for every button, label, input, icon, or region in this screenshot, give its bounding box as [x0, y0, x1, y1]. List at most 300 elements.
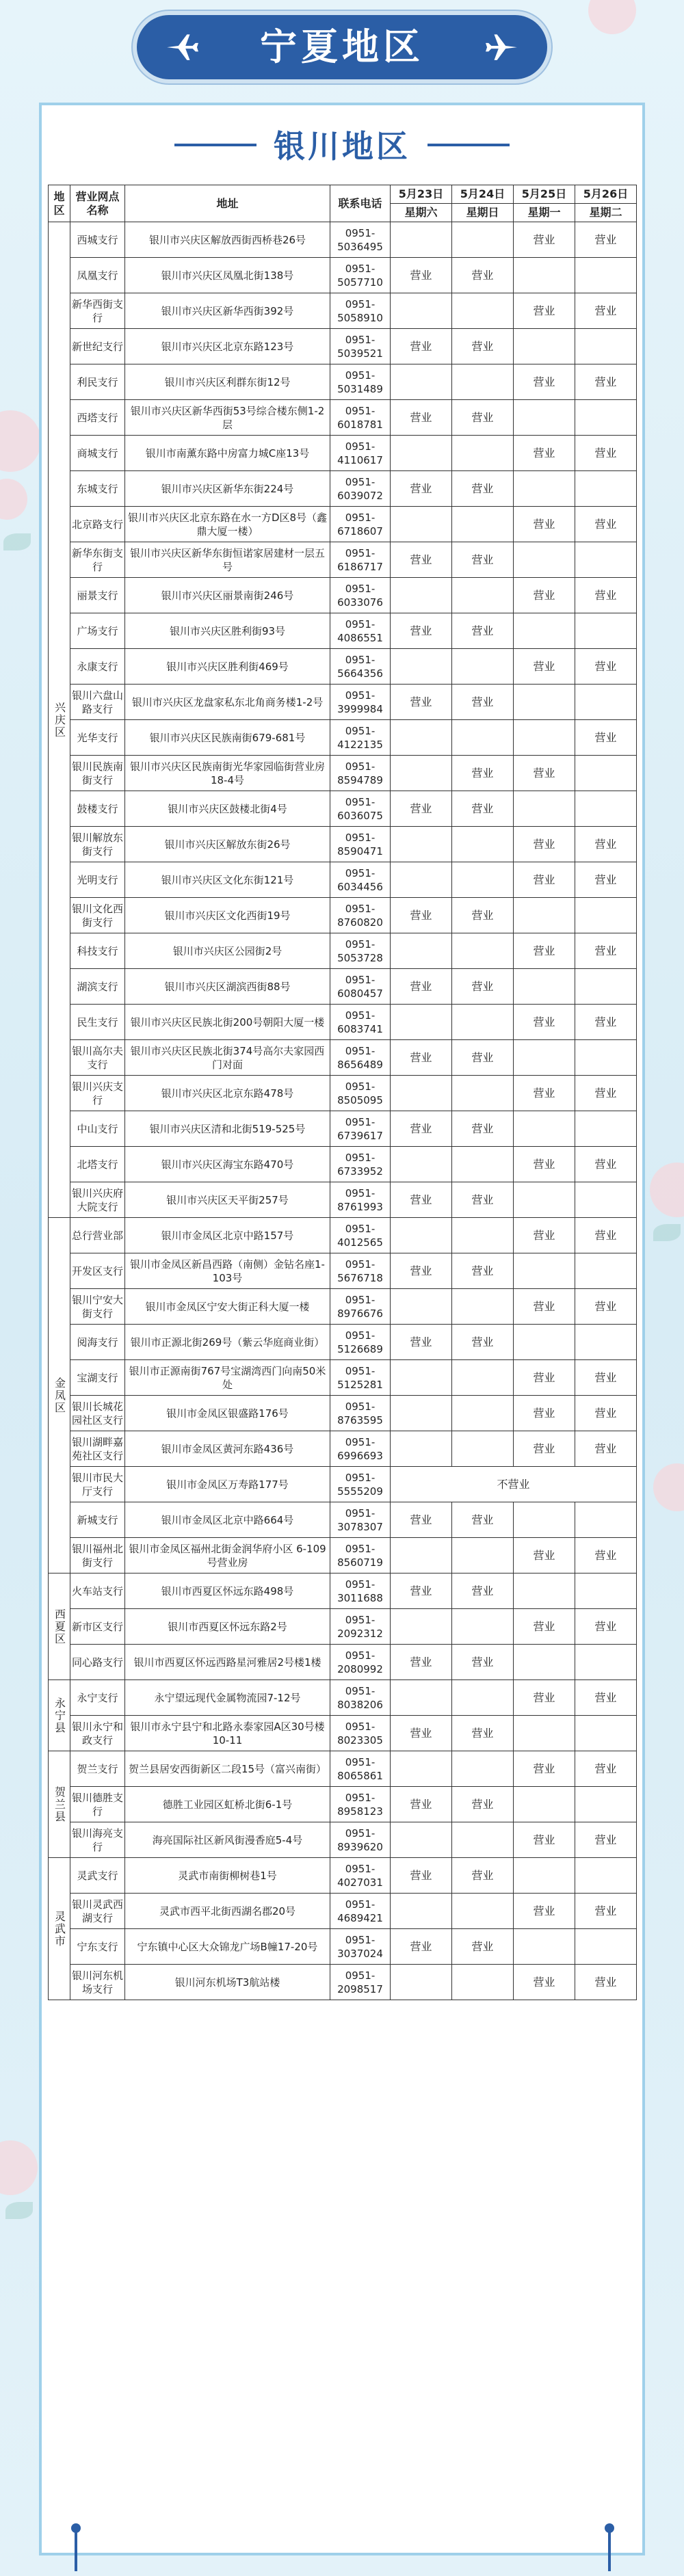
branch-address: 银川市兴庆区凤凰北街138号 [125, 258, 330, 293]
weekday-header: 星期二 [575, 204, 637, 222]
branch-address: 银川市兴庆区新华东街恒诺家居建材一层五号 [125, 542, 330, 578]
status-cell [391, 1538, 452, 1574]
branch-address: 银川市西夏区怀远东路498号 [125, 1574, 330, 1609]
branch-name: 北塔支行 [70, 1147, 125, 1182]
branch-name: 银川民族南街支行 [70, 756, 125, 791]
table-row [49, 685, 637, 720]
branch-phone: 0951-4027031 [330, 1858, 391, 1894]
status-cell [452, 1680, 514, 1716]
branch-phone: 0951-4012565 [330, 1218, 391, 1253]
footer-line [75, 2530, 77, 2571]
status-cell [391, 364, 452, 400]
status-cell [452, 1396, 514, 1431]
table-row [49, 1716, 637, 1751]
status-cell: 营业 [575, 1894, 637, 1929]
branch-phone: 0951-5036495 [330, 222, 391, 258]
branch-address: 银川市金凤区万寿路177号 [125, 1467, 330, 1502]
status-cell: 营业 [514, 1965, 575, 2000]
branch-address: 银川市兴庆区民族北街200号朝阳大厦一楼 [125, 1005, 330, 1040]
branch-name: 凤凰支行 [70, 258, 125, 293]
branch-name: 宁东支行 [70, 1929, 125, 1965]
phone-header: 联系电话 [330, 185, 391, 222]
status-cell [391, 649, 452, 685]
header-row [49, 185, 637, 204]
branch-phone: 0951-4086551 [330, 613, 391, 649]
branch-name: 新华东街支行 [70, 542, 125, 578]
date-header: 5月25日 [514, 185, 575, 204]
branch-address: 银川市兴庆区湖滨西街88号 [125, 969, 330, 1005]
status-closed: 不营业 [391, 1467, 637, 1502]
status-cell: 营业 [514, 1147, 575, 1182]
status-cell: 营业 [514, 862, 575, 898]
status-cell [391, 507, 452, 542]
branch-address: 银川市西夏区怀远西路星河雅居2号楼1楼 [125, 1645, 330, 1680]
branch-address: 银川市兴庆区新华西街392号 [125, 293, 330, 329]
branch-name: 新城支行 [70, 1502, 125, 1538]
district-cell: 贺兰县 [49, 1751, 70, 1858]
status-cell: 营业 [514, 649, 575, 685]
table-row [49, 862, 637, 898]
branch-phone: 0951-3037024 [330, 1929, 391, 1965]
status-cell: 营业 [575, 1076, 637, 1111]
branch-address: 银川市兴庆区天平街257号 [125, 1182, 330, 1218]
status-cell: 营业 [391, 1787, 452, 1822]
status-cell [391, 293, 452, 329]
branch-phone: 0951-8594789 [330, 756, 391, 791]
branch-name: 银川德胜支行 [70, 1787, 125, 1822]
district-cell: 灵武市 [49, 1858, 70, 2000]
status-cell [391, 1680, 452, 1716]
table-row [49, 1005, 637, 1040]
table-row [49, 649, 637, 685]
status-cell: 营业 [452, 898, 514, 933]
status-cell [575, 1716, 637, 1751]
status-cell: 营业 [575, 436, 637, 471]
status-cell [575, 1502, 637, 1538]
table-row [49, 613, 637, 649]
status-cell: 营业 [575, 293, 637, 329]
branch-phone: 0951-6733952 [330, 1147, 391, 1182]
status-cell: 营业 [575, 1005, 637, 1040]
status-cell: 营业 [514, 1680, 575, 1716]
status-cell: 营业 [452, 1716, 514, 1751]
table-row [49, 1111, 637, 1147]
status-cell: 营业 [514, 1076, 575, 1111]
status-cell: 营业 [391, 1645, 452, 1680]
status-cell: 营业 [391, 400, 452, 436]
status-cell [452, 1218, 514, 1253]
branch-phone: 0951-4110617 [330, 436, 391, 471]
branch-name: 银川兴庆支行 [70, 1076, 125, 1111]
branch-name: 银川灵武西湖支行 [70, 1894, 125, 1929]
branch-address: 宁东镇中心区大众锦龙广场B幢17-20号 [125, 1929, 330, 1965]
branch-address: 银川市兴庆区文化西街19号 [125, 898, 330, 933]
status-cell [391, 756, 452, 791]
table-row [49, 1325, 637, 1360]
table-row [49, 1040, 637, 1076]
branch-name: 中山支行 [70, 1111, 125, 1147]
table-row [49, 1929, 637, 1965]
branch-name: 西塔支行 [70, 400, 125, 436]
status-cell: 营业 [514, 1005, 575, 1040]
branch-phone: 0951-6033076 [330, 578, 391, 613]
branch-phone: 0951-8939620 [330, 1822, 391, 1858]
status-cell: 营业 [452, 1253, 514, 1289]
branch-name: 北京路支行 [70, 507, 125, 542]
table-row [49, 1502, 637, 1538]
branch-name: 开发区支行 [70, 1253, 125, 1289]
table-row [49, 1182, 637, 1218]
table-row [49, 898, 637, 933]
branch-address: 银川市兴庆区解放西街西桥巷26号 [125, 222, 330, 258]
branch-name: 鼓楼支行 [70, 791, 125, 827]
status-cell [575, 613, 637, 649]
status-cell [452, 436, 514, 471]
status-cell: 营业 [575, 933, 637, 969]
status-cell [575, 542, 637, 578]
weekday-header: 星期一 [514, 204, 575, 222]
status-cell: 营业 [575, 1965, 637, 2000]
status-cell [452, 1076, 514, 1111]
branch-name: 银川永宁和政支行 [70, 1716, 125, 1751]
status-cell: 营业 [514, 436, 575, 471]
status-cell: 营业 [575, 1751, 637, 1787]
branch-name: 火车站支行 [70, 1574, 125, 1609]
branch-name: 光明支行 [70, 862, 125, 898]
branch-address: 银川市兴庆区龙盘家私东北角商务楼1-2号 [125, 685, 330, 720]
status-cell [391, 1076, 452, 1111]
status-cell: 营业 [391, 1858, 452, 1894]
status-cell [391, 1751, 452, 1787]
branch-name: 阅海支行 [70, 1325, 125, 1360]
branch-address: 灵武市西平北街西湖名郡20号 [125, 1894, 330, 1929]
status-cell: 营业 [575, 364, 637, 400]
branch-phone: 0951-6718607 [330, 507, 391, 542]
status-cell: 营业 [514, 1431, 575, 1467]
branch-name: 贺兰支行 [70, 1751, 125, 1787]
branch-name: 永宁支行 [70, 1680, 125, 1716]
status-cell [575, 898, 637, 933]
branch-address: 银川市兴庆区海宝东路470号 [125, 1147, 330, 1182]
branch-phone: 0951-5555209 [330, 1467, 391, 1502]
status-cell [452, 507, 514, 542]
branch-phone: 0951-6036075 [330, 791, 391, 827]
branch-phone: 0951-8656489 [330, 1040, 391, 1076]
branch-address: 银川河东机场T3航站楼 [125, 1965, 330, 2000]
status-cell: 营业 [452, 613, 514, 649]
leaf-decoration [5, 2202, 33, 2219]
branch-address: 银川市兴庆区丽景南街246号 [125, 578, 330, 613]
status-cell [391, 1431, 452, 1467]
address-header: 地址 [125, 185, 330, 222]
branch-name: 银川文化西街支行 [70, 898, 125, 933]
status-cell [452, 1751, 514, 1787]
status-cell [452, 1894, 514, 1929]
branch-phone: 0951-8065861 [330, 1751, 391, 1787]
status-cell [514, 1858, 575, 1894]
status-cell: 营业 [452, 1111, 514, 1147]
status-cell [391, 1894, 452, 1929]
status-cell: 营业 [452, 1645, 514, 1680]
branch-address: 银川市金凤区北京中路664号 [125, 1502, 330, 1538]
status-cell: 营业 [391, 258, 452, 293]
status-cell [575, 1574, 637, 1609]
branch-name: 银川福州北街支行 [70, 1538, 125, 1574]
status-cell: 营业 [575, 1147, 637, 1182]
branch-phone: 0951-8023305 [330, 1716, 391, 1751]
branch-name: 丽景支行 [70, 578, 125, 613]
status-cell [514, 542, 575, 578]
branch-name: 银川兴庆府大院支行 [70, 1182, 125, 1218]
branch-name: 东城支行 [70, 471, 125, 507]
table-row [49, 400, 637, 436]
status-cell [514, 1716, 575, 1751]
status-cell [452, 1822, 514, 1858]
branch-name: 宝湖支行 [70, 1360, 125, 1396]
status-cell [452, 222, 514, 258]
status-cell [514, 1787, 575, 1822]
branch-address: 银川市兴庆区民族南街光华家园临街营业房18-4号 [125, 756, 330, 791]
branch-name: 银川市民大厅支行 [70, 1467, 125, 1502]
branch-name: 湖滨支行 [70, 969, 125, 1005]
status-cell [452, 1360, 514, 1396]
branch-phone: 0951-4122135 [330, 720, 391, 756]
status-cell [514, 1574, 575, 1609]
status-cell: 营业 [514, 293, 575, 329]
branch-address: 银川市兴庆区鼓楼北街4号 [125, 791, 330, 827]
branch-phone: 0951-8038206 [330, 1680, 391, 1716]
branch-phone: 0951-4689421 [330, 1894, 391, 1929]
status-cell: 营业 [452, 1182, 514, 1218]
status-cell: 营业 [452, 756, 514, 791]
district-cell: 西夏区 [49, 1574, 70, 1680]
district-cell: 金凤区 [49, 1218, 70, 1574]
district-cell: 永宁县 [49, 1680, 70, 1751]
branch-phone: 0951-8761993 [330, 1182, 391, 1218]
status-cell: 营业 [391, 1182, 452, 1218]
branch-phone: 0951-5039521 [330, 329, 391, 364]
status-cell: 营业 [452, 1787, 514, 1822]
branch-phone: 0951-8760820 [330, 898, 391, 933]
status-cell: 营业 [575, 1680, 637, 1716]
status-cell: 营业 [391, 1502, 452, 1538]
branch-phone: 0951-6996693 [330, 1431, 391, 1467]
status-cell [514, 471, 575, 507]
table-row [49, 507, 637, 542]
branch-phone: 0951-3999984 [330, 685, 391, 720]
status-cell [575, 1645, 637, 1680]
status-cell: 营业 [391, 1111, 452, 1147]
table-row [49, 222, 637, 258]
status-cell [514, 1111, 575, 1147]
table-row [49, 1894, 637, 1929]
status-cell [514, 1040, 575, 1076]
branch-phone: 0951-5676718 [330, 1253, 391, 1289]
status-cell: 营业 [452, 1325, 514, 1360]
branch-phone: 0951-5058910 [330, 293, 391, 329]
status-cell [575, 1787, 637, 1822]
status-cell: 营业 [452, 685, 514, 720]
status-cell [514, 613, 575, 649]
status-cell: 营业 [575, 862, 637, 898]
table-row [49, 933, 637, 969]
table-row [49, 756, 637, 791]
branch-address: 银川市兴庆区胜利街469号 [125, 649, 330, 685]
status-cell: 营业 [575, 1431, 637, 1467]
branch-address: 银川市金凤区福州北街金润华府小区 6-109号营业房 [125, 1538, 330, 1574]
status-cell: 营业 [514, 756, 575, 791]
branch-phone: 0951-6083741 [330, 1005, 391, 1040]
status-cell: 营业 [452, 329, 514, 364]
status-cell [452, 364, 514, 400]
branch-phone: 0951-5126689 [330, 1325, 391, 1360]
status-cell: 营业 [452, 1574, 514, 1609]
status-cell [575, 1929, 637, 1965]
branch-name: 银川河东机场支行 [70, 1965, 125, 2000]
status-cell: 营业 [575, 507, 637, 542]
branch-name: 新市区支行 [70, 1609, 125, 1645]
status-cell: 营业 [514, 1289, 575, 1325]
status-cell [514, 898, 575, 933]
branch-schedule-table [48, 185, 637, 2000]
status-cell: 营业 [452, 542, 514, 578]
status-cell: 营业 [452, 1502, 514, 1538]
branch-address: 银川市正源南街767号宝湖湾西门向南50米处 [125, 1360, 330, 1396]
status-cell [575, 756, 637, 791]
branch-header: 营业网点名称 [70, 185, 125, 222]
status-cell: 营业 [391, 613, 452, 649]
branch-name: 银川湖畔嘉苑社区支行 [70, 1431, 125, 1467]
status-cell [514, 1929, 575, 1965]
status-cell: 营业 [575, 222, 637, 258]
page-title: 宁夏地区 [260, 25, 424, 68]
table-row [49, 1574, 637, 1609]
table-row [49, 1467, 637, 1502]
branch-address: 银川市兴庆区解放东街26号 [125, 827, 330, 862]
status-cell [391, 720, 452, 756]
status-cell: 营业 [391, 471, 452, 507]
footer-line [608, 2530, 611, 2571]
status-cell: 营业 [391, 969, 452, 1005]
status-cell: 营业 [391, 329, 452, 364]
branch-phone: 0951-8590471 [330, 827, 391, 862]
branch-phone: 0951-5031489 [330, 364, 391, 400]
branch-address: 银川市兴庆区北京东路在水一方D区8号（鑫鼎大厦一楼） [125, 507, 330, 542]
status-cell: 营业 [514, 933, 575, 969]
branch-phone: 0951-5664356 [330, 649, 391, 685]
table-row [49, 1965, 637, 2000]
status-cell [391, 1609, 452, 1645]
status-cell [452, 933, 514, 969]
leaf-decoration [653, 1224, 681, 1241]
status-cell: 营业 [452, 1929, 514, 1965]
status-cell [452, 720, 514, 756]
status-cell: 营业 [575, 1822, 637, 1858]
branch-address: 银川市西夏区怀远东路2号 [125, 1609, 330, 1645]
status-cell [452, 1431, 514, 1467]
table-row [49, 969, 637, 1005]
status-cell: 营业 [575, 1609, 637, 1645]
status-cell [452, 827, 514, 862]
branch-name: 总行营业部 [70, 1218, 125, 1253]
branch-phone: 0951-3078307 [330, 1502, 391, 1538]
status-cell [575, 329, 637, 364]
status-cell [391, 1360, 452, 1396]
date-header: 5月26日 [575, 185, 637, 204]
status-cell [452, 1965, 514, 2000]
status-cell [575, 1858, 637, 1894]
status-cell: 营业 [514, 1396, 575, 1431]
status-cell [514, 1325, 575, 1360]
branch-address: 银川市兴庆区清和北街519-525号 [125, 1111, 330, 1147]
branch-address: 银川市兴庆区北京东路478号 [125, 1076, 330, 1111]
branch-name: 银川六盘山路支行 [70, 685, 125, 720]
status-cell [514, 1253, 575, 1289]
branch-address: 海亮国际社区新风街漫香庭5-4号 [125, 1822, 330, 1858]
status-cell: 营业 [514, 578, 575, 613]
branch-name: 永康支行 [70, 649, 125, 685]
status-cell [575, 791, 637, 827]
branch-address: 银川市南薰东路中房富力城C座13号 [125, 436, 330, 471]
branch-phone: 0951-5125281 [330, 1360, 391, 1396]
district-cell: 兴庆区 [49, 222, 70, 1218]
status-cell [575, 1182, 637, 1218]
branch-address: 银川市兴庆区新华东街224号 [125, 471, 330, 507]
branch-name: 灵武支行 [70, 1858, 125, 1894]
status-cell [514, 258, 575, 293]
date-header: 5月24日 [452, 185, 514, 204]
status-cell: 营业 [575, 1289, 637, 1325]
branch-address: 银川市兴庆区利群东街12号 [125, 364, 330, 400]
status-cell [514, 791, 575, 827]
branch-phone: 0951-8958123 [330, 1787, 391, 1822]
status-cell [452, 1289, 514, 1325]
branch-name: 光华支行 [70, 720, 125, 756]
date-header: 5月23日 [391, 185, 452, 204]
status-cell [514, 969, 575, 1005]
branch-address: 银川市金凤区银盛路176号 [125, 1396, 330, 1431]
status-cell: 营业 [391, 685, 452, 720]
status-cell [452, 293, 514, 329]
branch-address: 银川市兴庆区文化东街121号 [125, 862, 330, 898]
table-row [49, 1609, 637, 1645]
status-cell [391, 222, 452, 258]
status-cell: 营业 [575, 1538, 637, 1574]
title-banner [137, 15, 547, 79]
table-row [49, 1076, 637, 1111]
status-cell [514, 1645, 575, 1680]
table-row [49, 827, 637, 862]
status-cell: 营业 [575, 649, 637, 685]
status-cell [391, 862, 452, 898]
status-cell [391, 1289, 452, 1325]
status-cell: 营业 [514, 222, 575, 258]
table-row [49, 293, 637, 329]
table-row [49, 1218, 637, 1253]
branch-phone: 0951-3011688 [330, 1574, 391, 1609]
table-row [49, 542, 637, 578]
status-cell [452, 1538, 514, 1574]
branch-name: 同心路支行 [70, 1645, 125, 1680]
status-cell: 营业 [391, 542, 452, 578]
branch-address: 银川市兴庆区新华西街53号综合楼东侧1-2层 [125, 400, 330, 436]
status-cell [452, 649, 514, 685]
status-cell: 营业 [452, 969, 514, 1005]
status-cell: 营业 [452, 791, 514, 827]
table-row [49, 1751, 637, 1787]
branch-phone: 0951-5053728 [330, 933, 391, 969]
status-cell [575, 471, 637, 507]
